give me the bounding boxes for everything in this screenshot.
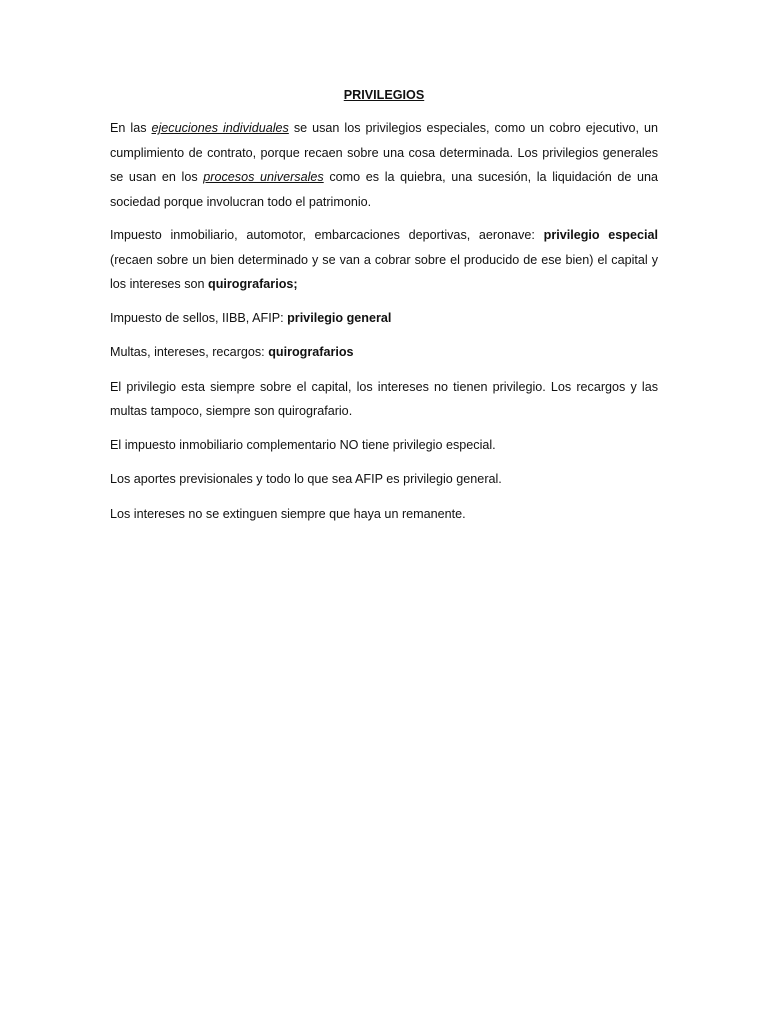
bold-quirografarios: quirografarios;: [208, 277, 298, 291]
paragraph-text: como es la quiebra, una sucesión, la liquidación de una sociedad porque involucran todo el patrimonio.: [110, 170, 658, 209]
bold-privilegio-general: privilegio general: [287, 310, 392, 325]
paragraph-impuesto-complementario: El impuesto inmobiliario complementario NO tiene privilegio especial.: [110, 437, 496, 452]
paragraph-text: (recaen sobre un bien determinado y se van a cobrar sobre el producido de ese bien) el capital y los intereses son: [110, 252, 658, 291]
paragraph-text: se usan los privilegios especiales, como un cobro ejecutivo, un cumplimiento de contrato, porque recaen sobre una cosa determinada. Los privilegios generales se usan en los: [110, 121, 658, 184]
paragraph-ejecuciones: [110, 116, 658, 214]
emphasis-ejecuciones-individuales: ejecuciones individuales: [151, 121, 289, 135]
emphasis-procesos-universales: procesos universales: [203, 170, 324, 184]
paragraph-privilegio-capital: El privilegio esta siempre sobre el capital, los intereses no tienen privilegio. Los recargos y las multas tampoco, siempre son quirografario.: [110, 379, 658, 418]
bold-quirografarios: quirografarios: [268, 345, 354, 359]
paragraph-impuesto-sellos: [110, 306, 658, 331]
paragraph-text: En las: [110, 121, 152, 135]
paragraph-multas: [110, 340, 658, 365]
document-body: [110, 86, 658, 536]
document-title: PRIVILEGIOS: [343, 88, 425, 102]
paragraph-text: Multas, intereses, recargos:: [110, 345, 269, 359]
paragraph-intereses-remanente: Los intereses no se extinguen siempre que haya un remanente.: [110, 506, 466, 521]
paragraph-text: Impuesto inmobiliario, automotor, embarcaciones deportivas, aeronave:: [110, 228, 544, 242]
paragraph-aportes-previsionales: Los aportes previsionales y todo lo que sea AFIP es privilegio general.: [110, 472, 502, 486]
paragraph-impuesto-inmobiliario: [110, 223, 658, 297]
bold-privilegio-especial: privilegio especial: [543, 228, 659, 242]
paragraph-text: Impuesto de sellos, IIBB, AFIP:: [110, 310, 288, 325]
